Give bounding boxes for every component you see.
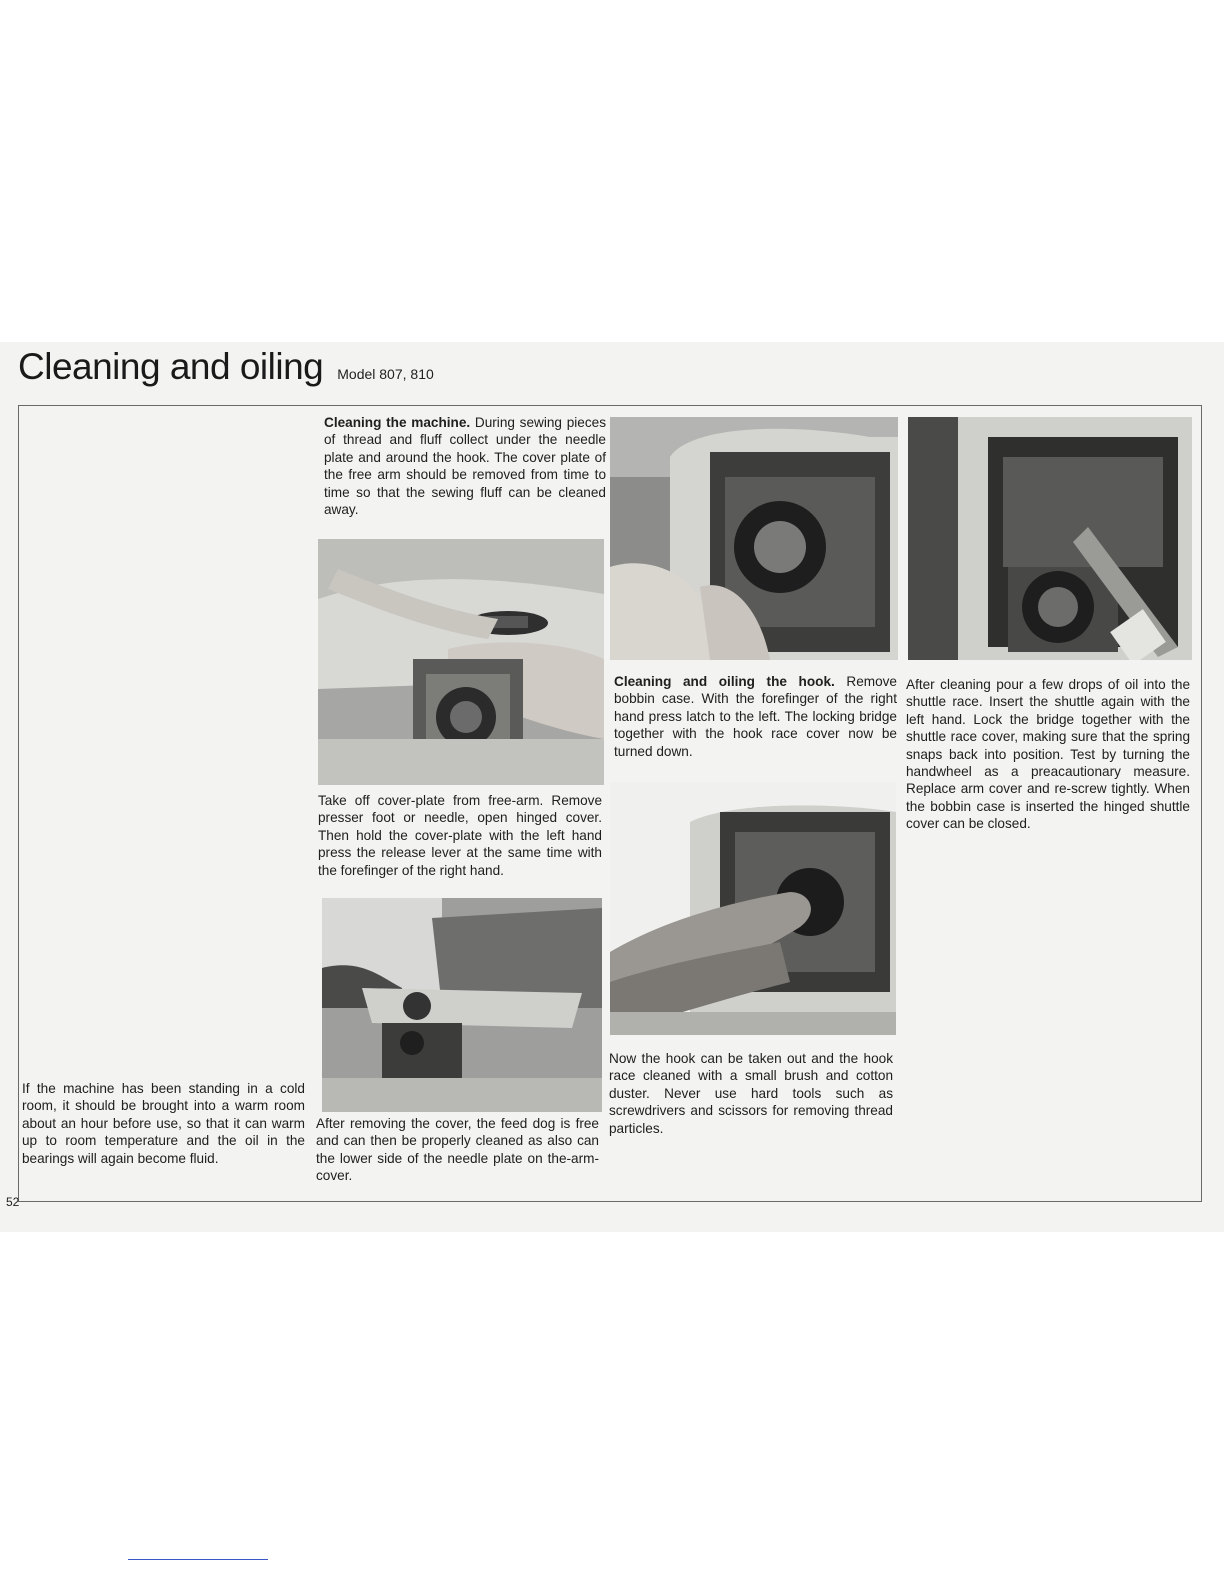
take-off-cover-paragraph: Take off cover-plate from free-arm. Remove presser foot or needle, open hinged cover. Then hold the cover-plate with the left hand press the release lever at the same time with the forefinger of the right hand. xyxy=(318,793,602,878)
cold-room-paragraph: If the machine has been standing in a cold room, it should be brought into a warm room about an hour before use, so that it can warm up to room temperature and the oil in the bearings will again become fluid. xyxy=(22,1081,305,1166)
model-subtitle: Model 807, 810 xyxy=(337,366,434,382)
cleaning-machine-paragraph xyxy=(324,414,606,518)
hook-heading: Cleaning and oiling the hook. xyxy=(614,674,835,689)
cleaning-machine-body: During sewing pieces of thread and fluff collect under the needle plate and around the hook. The cover plate of the free arm should be removed from time to time so that the sewing fluff can be cleaned away. xyxy=(324,415,607,518)
cleaning-machine-heading: Cleaning the machine. xyxy=(324,415,471,430)
hook-removed-paragraph: Now the hook can be taken out and the hook race cleaned with a small brush and cotton duster. Never use hard tools such as screwdrivers and scissors for removing thread particles. xyxy=(609,1051,893,1136)
page-number: 52 xyxy=(6,1195,20,1209)
after-cleaning-paragraph: After cleaning pour a few drops of oil into the shuttle race. Insert the shuttle again with the left hand. Lock the bridge together with the shuttle race cover, making sure that the spring snaps back into position. Test by turning the handwheel as a preacautionary measure. Replace arm cover and re-screw tightly. When the bobbin case is inserted the hinged shuttle cover can be closed. xyxy=(906,677,1190,832)
hook-paragraph xyxy=(614,673,897,760)
photo-shuttle-race-oiling xyxy=(908,417,1192,660)
page-title: Cleaning and oiling xyxy=(18,346,324,387)
photo-cover-plate-removal xyxy=(318,539,604,785)
photo-hook-race-open xyxy=(610,417,898,660)
page-header xyxy=(18,346,434,388)
hook-body: Remove bobbin case. With the forefinger of the right hand press latch to the left. The locking bridge together with the hook race cover now be turned down. xyxy=(614,674,897,759)
photo-feed-dog xyxy=(322,898,602,1112)
bottom-rule xyxy=(128,1559,268,1560)
photo-hook-removal xyxy=(610,782,896,1035)
after-removing-cover-paragraph: After removing the cover, the feed dog is free and can then be properly cleaned as also can the lower side of the needle plate on the-arm-cover. xyxy=(316,1116,599,1184)
